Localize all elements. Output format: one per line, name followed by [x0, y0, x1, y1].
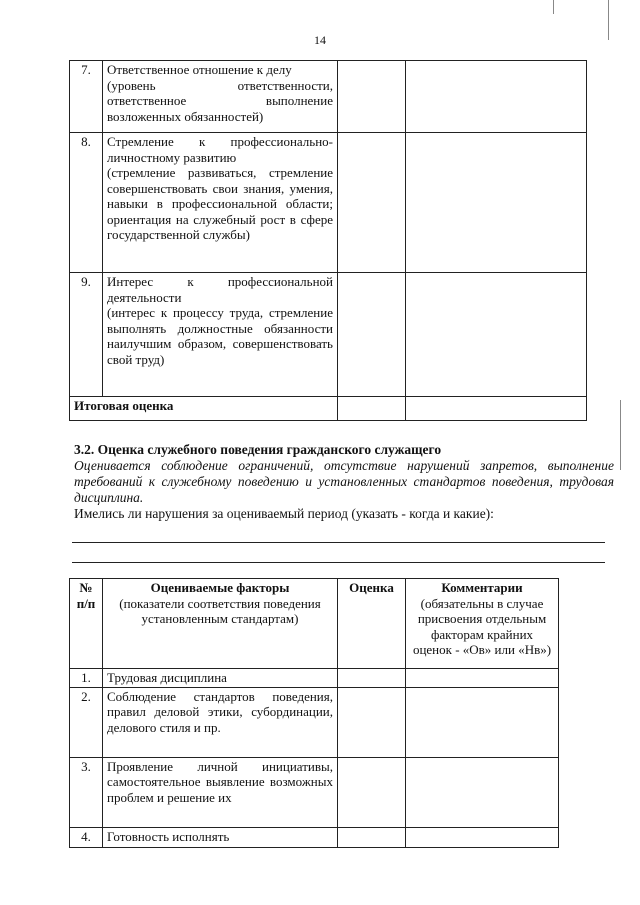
section-description: Оценивается соблюдение ограничений, отсутствие нарушений запретов, выполнение требований к служебному поведению и установленных стандартов поведения, трудовая дисциплина. [74, 458, 614, 505]
row-number: 9. [70, 273, 103, 397]
comment-cell [406, 757, 559, 827]
rating-cell [338, 687, 406, 757]
header-comments [406, 579, 559, 669]
factor-text: Стремление к профессионально-личностному развитию (стремление развиваться, стремление совершенствовать свои знания, умения, навыки в профессиональной области; ориентация на служебный рост в сфере государственной службы) [103, 133, 338, 273]
total-row [70, 397, 587, 421]
total-label: Итоговая оценка [70, 397, 338, 421]
comment-cell [406, 61, 587, 133]
rating-cell [338, 133, 406, 273]
section-3-2 [74, 442, 614, 522]
header-factors-sub: (показатели соответствия поведения установленным стандартам) [119, 595, 321, 626]
header-num: № п/п [70, 579, 103, 669]
rating-cell [338, 273, 406, 397]
total-rating-cell [338, 397, 406, 421]
answer-line[interactable] [72, 562, 605, 563]
table-row [70, 827, 559, 847]
factor-text: Соблюдение стандартов поведения, правил деловой этики, субординации, делового стиля и пр. [103, 687, 338, 757]
page-number: 14 [314, 33, 326, 47]
row-number: 2. [70, 687, 103, 757]
rating-cell [338, 669, 406, 688]
row-number: 7. [70, 61, 103, 133]
total-comment-cell [406, 397, 587, 421]
rating-cell [338, 61, 406, 133]
row-number: 4. [70, 827, 103, 847]
comment-cell [406, 273, 587, 397]
rating-cell [338, 757, 406, 827]
header-factors-title: Оцениваемые факторы [150, 580, 290, 595]
header-comments-title: Комментарии [441, 580, 523, 595]
evaluation-table-personal-qualities [69, 60, 587, 421]
header-comments-sub: (обязательны в случае присвоения отдельным факторам крайних оценок - «Ов» или «Нв») [412, 595, 552, 657]
table-row [70, 669, 559, 688]
table-row [70, 61, 587, 133]
table-header-row [70, 579, 559, 669]
table-row [70, 273, 587, 397]
comment-cell [406, 827, 559, 847]
rating-cell [338, 827, 406, 847]
factor-text: Интерес к профессиональной деятельности (интерес к процессу труда, стремление выполнять должностные обязанности наилучшим образом, совершенствовать свой труд) [103, 273, 338, 397]
header-rating: Оценка [338, 579, 406, 669]
factor-text: Трудовая дисциплина [103, 669, 338, 688]
table-row [70, 687, 559, 757]
factor-text: Проявление личной инициативы, самостоятельное выявление возможных проблем и решение их [103, 757, 338, 827]
violations-question: Имелись ли нарушения за оцениваемый период (указать - когда и какие): [74, 506, 494, 521]
scan-artifact-line [620, 400, 621, 470]
section-title: 3.2. Оценка служебного поведения гражданского служащего [74, 442, 442, 457]
factor-text: Готовность исполнять [103, 827, 338, 847]
evaluation-table-conduct [69, 578, 559, 848]
comment-cell [406, 687, 559, 757]
scan-artifact-line [608, 0, 609, 40]
table-row [70, 757, 559, 827]
scan-artifact-line [553, 0, 554, 14]
row-number: 3. [70, 757, 103, 827]
header-factors [103, 579, 338, 669]
answer-line[interactable] [72, 542, 605, 543]
row-number: 8. [70, 133, 103, 273]
comment-cell [406, 669, 559, 688]
row-number: 1. [70, 669, 103, 688]
comment-cell [406, 133, 587, 273]
table-row [70, 133, 587, 273]
factor-text: Ответственное отношение к делу (уровень ответственности, ответственное выполнение возложенных обязанностей) [103, 61, 338, 133]
